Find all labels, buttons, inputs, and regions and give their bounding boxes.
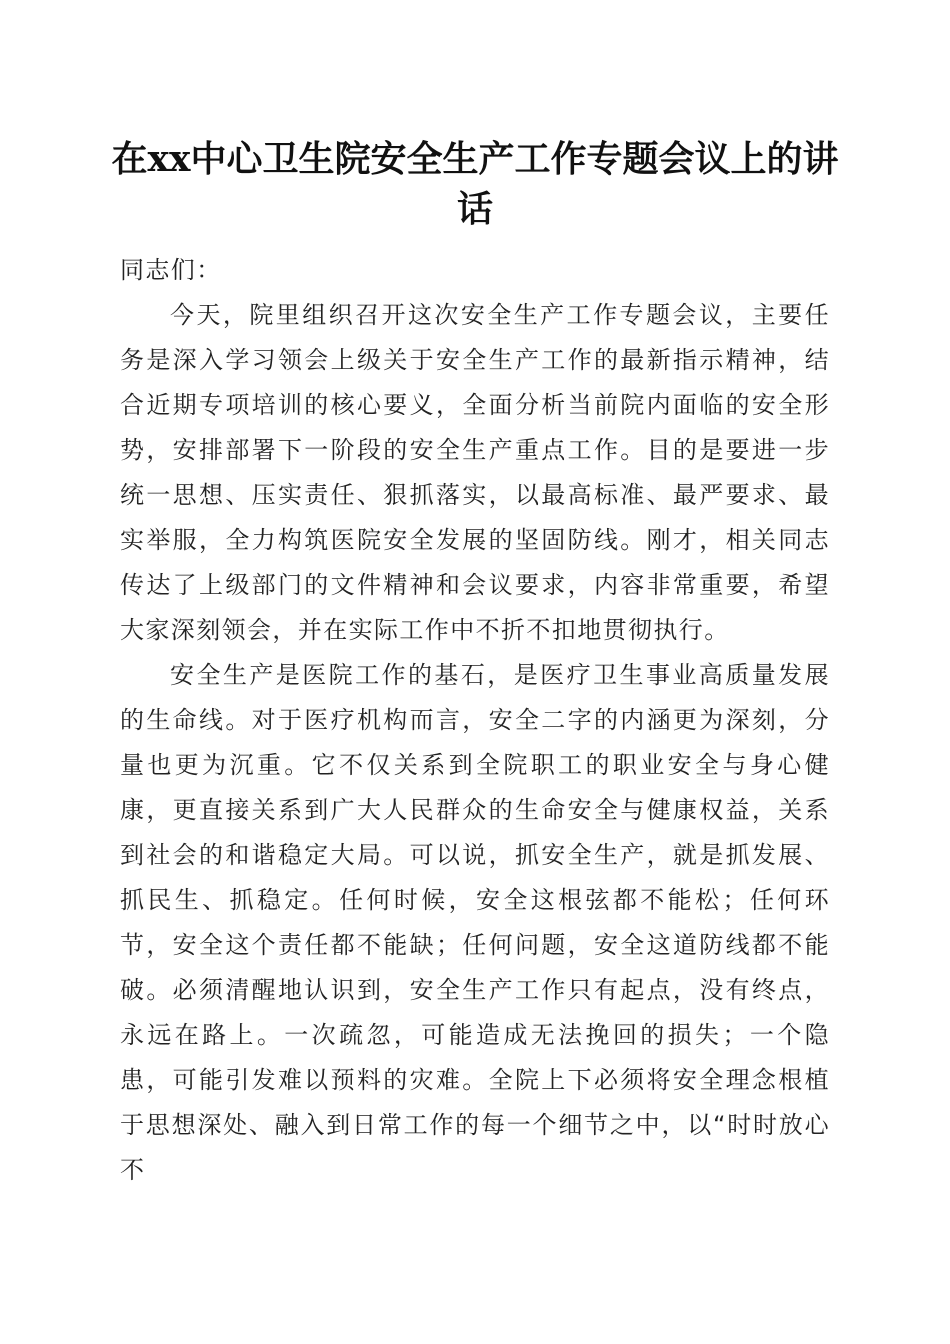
paragraph-2: 安全生产是医院工作的基石，是医疗卫生事业高质量发展的生命线。对于医疗机构而言，安全二字的内涵更为深刻，分量也更为沉重。它不仅关系到全院职工的职业安全与身心健康，更直接关系到广大人民群众的生命安全与健康权益，关系到社会的和谐稳定大局。可以说，抓安全生产，就是抓发展、抓民生、抓稳定。任何时候，安全这根弦都不能松；任何环节，安全这个责任都不能缺；任何问题，安全这道防线都不能破。必须清醒地认识到，安全生产工作只有起点，没有终点，永远在路上。一次疏忽，可能造成无法挽回的损失；一个隐患，可能引发难以预料的灾难。全院上下必须将安全理念根植于思想深处、融入到日常工作的每一个细节之中，以“时时放心不 (120, 661, 830, 1184)
document-title: 在xx中心卫生院安全生产工作专题会议上的讲话 (111, 138, 839, 230)
salutation: 同志们： (120, 256, 222, 284)
paragraph-1: 今天，院里组织召开这次安全生产工作专题会议，主要任务是深入学习领会上级关于安全生产工作的最新指示精神，结合近期专项培训的核心要义，全面分析当前院内面临的安全形势，安排部署下一阶段的安全生产重点工作。目的是要进一步统一思想、压实责任、狠抓落实，以最高标准、最严要求、最实举服，全力构筑医院安全发展的坚固防线。刚才，相关同志传达了上级部门的文件精神和会议要求，内容非常重要，希望大家深刻领会，并在实际工作中不折不扣地贯彻执行。 (120, 301, 830, 644)
document-body (120, 248, 830, 1193)
